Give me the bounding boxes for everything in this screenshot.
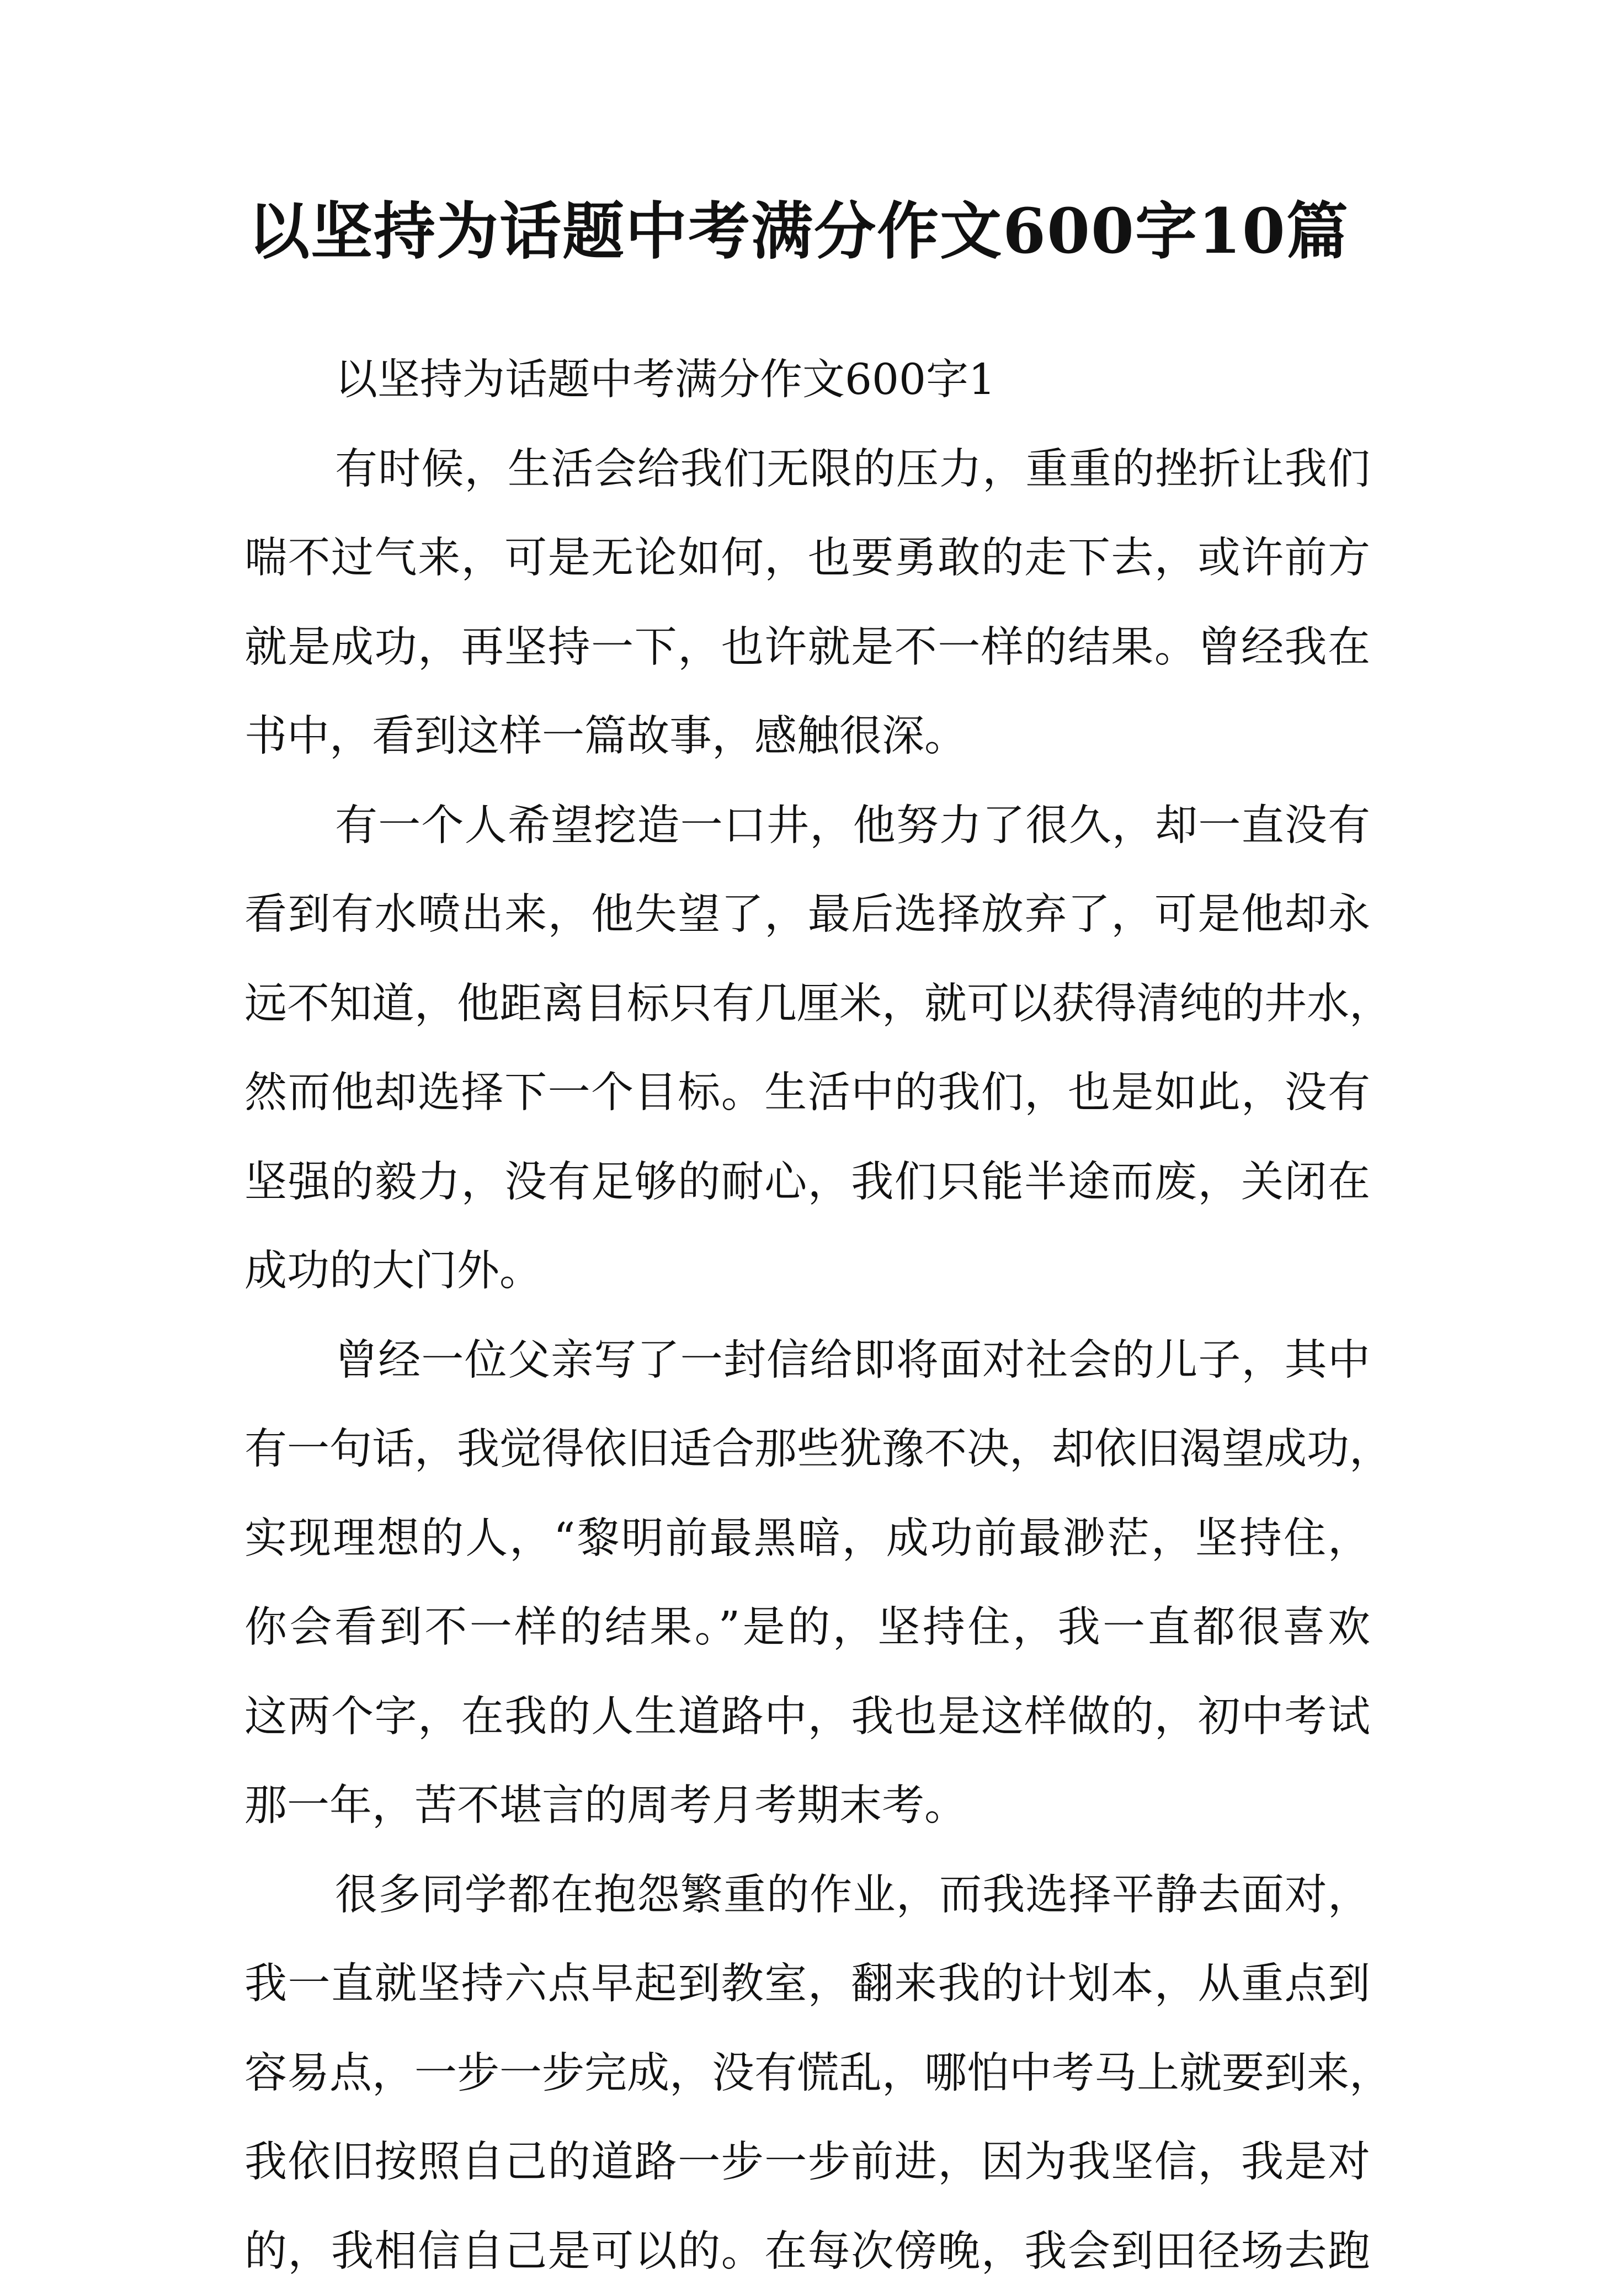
- paragraph-line: 我一直就坚持六点早起到教室，翻来我的计划本，从重点到: [244, 1940, 1370, 2029]
- paragraph-line: 喘不过气来，可是无论如何，也要勇敢的走下去，或许前方: [244, 514, 1370, 603]
- paragraph-line: 容易点，一步一步完成，没有慌乱，哪怕中考马上就要到来，: [244, 2029, 1370, 2118]
- paragraph-line: 远不知道，他距离目标只有几厘米，就可以获得清纯的井水，: [244, 960, 1370, 1049]
- document-title: 以坚持为话题中考满分作文600字10篇: [0, 188, 1597, 276]
- paragraph-line: 你会看到不一样的结果。”是的，坚持住，我一直都很喜欢: [244, 1583, 1370, 1672]
- paragraph-line: 曾经一位父亲写了一封信给即将面对社会的儿子，其中: [244, 1316, 1370, 1405]
- paragraph-line: 有时候，生活会给我们无限的压力，重重的挫折让我们: [244, 425, 1370, 514]
- paragraph-line: 实现理想的人，“黎明前最黑暗，成功前最渺茫，坚持住，: [244, 1494, 1370, 1584]
- paragraph-line: 坚强的毅力，没有足够的耐心，我们只能半途而废，关闭在: [244, 1138, 1370, 1227]
- section-heading: 以坚持为话题中考满分作文600字1: [244, 335, 1370, 425]
- paragraph-line: 看到有水喷出来，他失望了，最后选择放弃了，可是他却永: [244, 870, 1370, 960]
- paragraph-line: 就是成功，再坚持一下，也许就是不一样的结果。曾经我在: [244, 603, 1370, 692]
- paragraph-line: 然而他却选择下一个目标。生活中的我们，也是如此，没有: [244, 1048, 1370, 1138]
- paragraph-line: 这两个字，在我的人生道路中，我也是这样做的，初中考试: [244, 1672, 1370, 1762]
- paragraph-line: 成功的大门外。: [244, 1227, 1370, 1316]
- paragraph-line: 有一句话，我觉得依旧适合那些犹豫不决，却依旧渴望成功，: [244, 1405, 1370, 1494]
- paragraph-line: 我依旧按照自己的道路一步一步前进，因为我坚信，我是对: [244, 2118, 1370, 2207]
- paragraph-line: 书中，看到这样一篇故事，感触很深。: [244, 692, 1370, 781]
- paragraph-line: 很多同学都在抱怨繁重的作业，而我选择平静去面对，: [244, 1851, 1370, 1940]
- paragraph-line: 有一个人希望挖造一口井，他努力了很久，却一直没有: [244, 781, 1370, 871]
- essay-body: [244, 335, 1370, 2296]
- paragraph-line: 的，我相信自己是可以的。在每次傍晚，我会到田径场去跑: [244, 2207, 1370, 2296]
- paragraph-line: 那一年，苦不堪言的周考月考期末考。: [244, 1761, 1370, 1851]
